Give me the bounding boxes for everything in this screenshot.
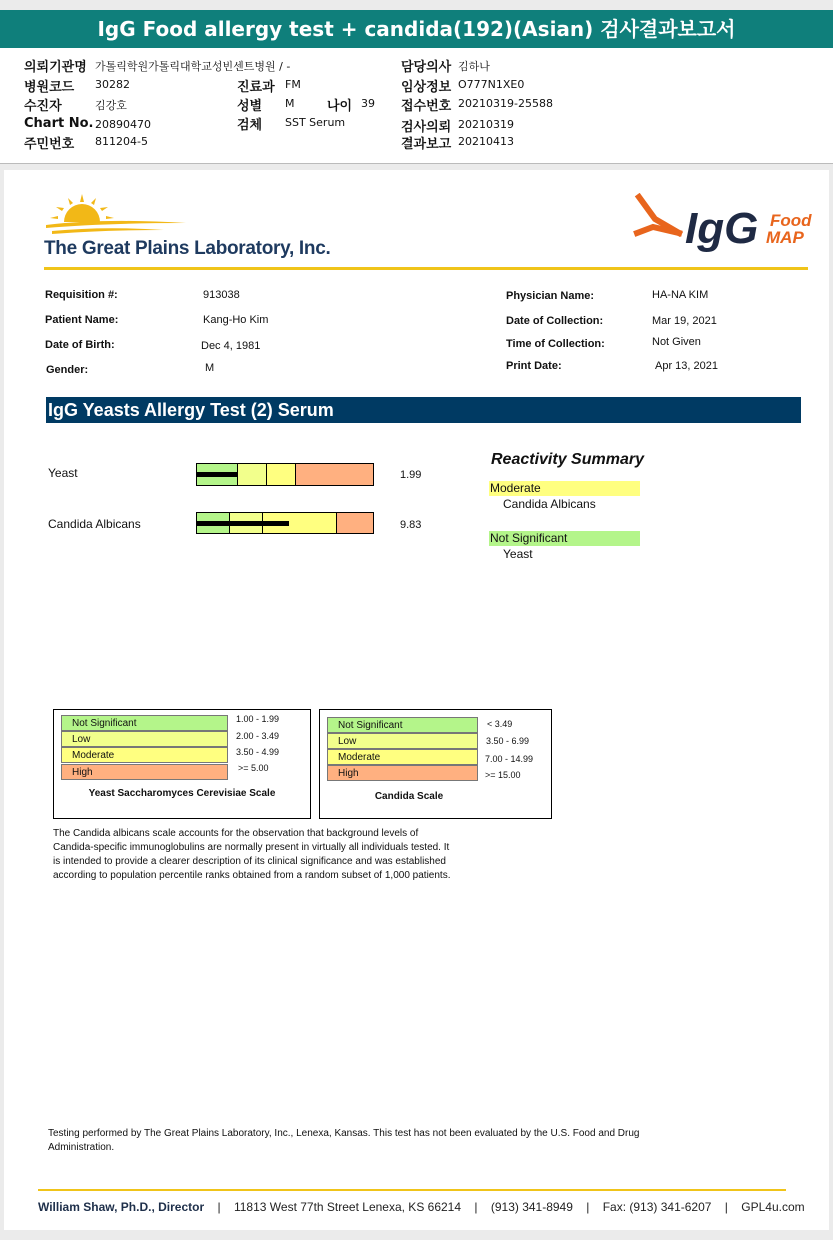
summary-not-significant-band: Not Significant [489, 531, 640, 546]
sex-value: M [285, 97, 295, 110]
summary-moderate-item: Candida Albicans [503, 497, 596, 511]
request-date-value: 20210319 [458, 118, 514, 131]
doctor-label: 담당의사 [401, 60, 452, 75]
collection-time-value: Not Given [652, 336, 701, 348]
note-line: The Candida albicans scale accounts for the observation that background levels of [53, 828, 419, 839]
yeast-scale-high: High [61, 764, 228, 780]
summary-not-significant-item: Yeast [503, 547, 533, 561]
footer-director: William Shaw, Ph.D., Director [38, 1200, 205, 1214]
candida-value: 9.83 [400, 519, 422, 531]
antibody-logo-icon [633, 193, 693, 253]
report-sheet [4, 170, 829, 1230]
footer-separator: | [474, 1200, 478, 1214]
yeast-value: 1.99 [400, 469, 422, 481]
requisition-label: Requisition #: [45, 289, 118, 301]
sun-logo-icon [44, 192, 194, 237]
footer-address: 11813 West 77th Street Lenexa, KS 66214 [233, 1200, 462, 1214]
candida-result-bar [197, 521, 289, 526]
clinical-info-value: O777N1XE0 [458, 78, 525, 91]
footer-contact [38, 1200, 805, 1214]
print-date-value: Apr 13, 2021 [655, 360, 718, 372]
candida-gauge [196, 512, 374, 534]
collection-time-label: Time of Collection: [506, 338, 605, 350]
gender-value: M [205, 362, 215, 374]
patient-name-value: Kang-Ho Kim [203, 314, 269, 326]
yeast-range-low: 2.00 - 3.49 [236, 731, 280, 741]
yeast-scale-low: Low [61, 731, 228, 747]
department-value: FM [285, 78, 301, 91]
hospital-value: 가톨릭학원가톨릭대학교성빈센트병원 / - [95, 60, 291, 73]
candida-scale-moderate: Moderate [327, 749, 478, 765]
note-line: Candida-specific immunoglobulins are normally present in virtually all individuals tested. It [53, 842, 450, 853]
yeast-scale-not-significant: Not Significant [61, 715, 228, 731]
specimen-value: SST Serum [285, 116, 346, 129]
test-title: IgG Yeasts Allergy Test (2) Serum [48, 400, 334, 420]
yeast-range-moderate: 3.50 - 4.99 [236, 747, 280, 757]
candida-label: Candida Albicans [48, 517, 141, 531]
footer-phone: (913) 341-8949 [490, 1200, 573, 1214]
physician-value: HA-NA KIM [652, 289, 709, 301]
yeast-scale-title: Yeast Saccharomyces Cerevisiae Scale [88, 788, 276, 799]
report-title-bar [0, 10, 833, 48]
disclaimer-line: Administration. [48, 1142, 115, 1153]
specimen-label: 검체 [237, 118, 263, 133]
candida-scale-low: Low [327, 733, 478, 749]
physician-label: Physician Name: [506, 290, 595, 302]
collection-date-label: Date of Collection: [506, 315, 604, 327]
footer-fax: Fax: (913) 341-6207 [602, 1200, 712, 1214]
age-label: 나이 [327, 99, 353, 114]
header-rule [44, 267, 808, 270]
report-date-value: 20210413 [458, 135, 514, 148]
test-title-bar [46, 397, 801, 423]
disclaimer-line: Testing performed by The Great Plains Laboratory, Inc., Lenexa, Kansas. This test has not been evaluated by the U.S. Food and Drug [48, 1128, 640, 1139]
footer-separator: | [586, 1200, 590, 1214]
lab-name: The Great Plains Laboratory, Inc. [44, 238, 331, 259]
footer-rule [38, 1189, 786, 1191]
yeast-range-high: >= 5.00 [238, 763, 269, 773]
candida-note [53, 827, 513, 883]
chart-no-label: Chart No. [24, 116, 94, 131]
receipt-no-label: 접수번호 [401, 99, 452, 114]
requisition-value: 913038 [203, 289, 240, 301]
fda-disclaimer [48, 1127, 768, 1155]
candida-range-moderate: 7.00 - 14.99 [485, 754, 534, 764]
hospital-code-label: 병원코드 [24, 80, 75, 95]
candida-range-high: >= 15.00 [485, 770, 521, 780]
patient-name-label: Patient Name: [45, 314, 119, 326]
igg-logo-text: IgG [685, 204, 759, 253]
yeast-scale-moderate: Moderate [61, 747, 228, 763]
resident-no-value: 811204-5 [95, 135, 148, 148]
gender-label: Gender: [46, 364, 89, 376]
logo-map-text: MAP [766, 228, 804, 247]
print-date-label: Print Date: [506, 360, 562, 372]
order-info-panel [0, 48, 833, 164]
logo-food-text: Food [770, 211, 812, 230]
candida-range-low: 3.50 - 6.99 [486, 736, 530, 746]
receipt-no-value: 20210319-25588 [458, 97, 553, 110]
yeast-zone-moderate [267, 464, 296, 485]
candida-scale-high: High [327, 765, 478, 781]
resident-no-label: 주민번호 [24, 137, 75, 152]
collection-date-value: Mar 19, 2021 [652, 315, 717, 327]
clinical-info-label: 임상정보 [401, 80, 452, 95]
yeast-result-bar [197, 472, 237, 477]
report-date-label: 결과보고 [401, 137, 452, 152]
age-value: 39 [361, 97, 375, 110]
candida-scale-title: Candida Scale [374, 791, 444, 802]
note-line: is intended to provide a clearer description of its clinical significance and was established [53, 856, 446, 867]
summary-title: Reactivity Summary [491, 451, 644, 468]
yeast-range-not-significant: 1.00 - 1.99 [236, 714, 280, 724]
hospital-code-value: 30282 [95, 78, 130, 91]
doctor-value: 김하나 [458, 60, 490, 73]
patient-value: 김강호 [95, 99, 127, 112]
footer-separator: | [724, 1200, 728, 1214]
note-line: according to population percentile ranks obtained from a random subset of 1,000 patients. [53, 870, 451, 881]
hospital-label: 의뢰기관명 [24, 60, 87, 75]
candida-range-not-significant: < 3.49 [487, 719, 513, 729]
chart-no-value: 20890470 [95, 118, 151, 131]
summary-moderate-band: Moderate [489, 481, 640, 496]
yeast-gauge [196, 463, 374, 486]
dob-label: Date of Birth: [45, 339, 115, 351]
sex-label: 성별 [237, 99, 263, 114]
report-title: IgG Food allergy test + candida(192)(Asian) 검사결과보고서 [97, 17, 736, 41]
candida-zone-high [337, 513, 373, 533]
patient-label: 수진자 [24, 99, 62, 114]
yeast-zone-low [238, 464, 267, 485]
department-label: 진료과 [237, 80, 275, 95]
dob-value: Dec 4, 1981 [201, 340, 261, 352]
footer-web[interactable]: GPL4u.com [741, 1200, 805, 1214]
footer-separator: | [217, 1200, 221, 1214]
yeast-label: Yeast [48, 466, 78, 480]
candida-scale-not-significant: Not Significant [327, 717, 478, 733]
yeast-zone-high [296, 464, 373, 485]
request-date-label: 검사의뢰 [401, 120, 452, 135]
